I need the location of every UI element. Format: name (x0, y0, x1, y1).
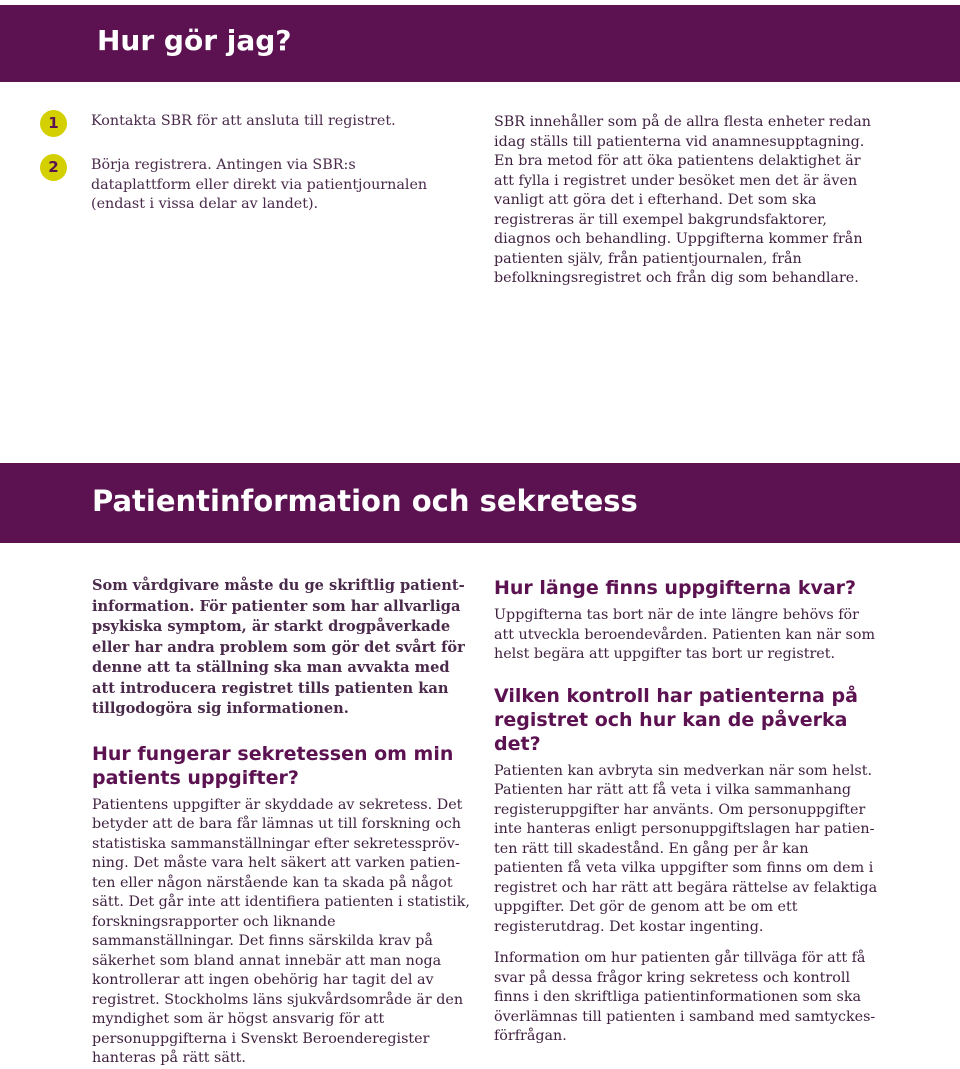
intro-text-column (494, 113, 874, 289)
section-title: Patientinformation och sekretess (92, 484, 638, 518)
lead-paragraph: Som vårdgivare måste du ge skriftlig patient-information. För patienter som har allvarliga psykiska symptom, är starkt drogpåverkade eller har andra problem som gör det svårt för denne att ta ställning ska man avvakta med att introducera registret tills patienten kan tillgodogöra sig informationen. (92, 577, 465, 717)
retention-heading: Hur länge finns uppgifterna kvar? (494, 577, 857, 599)
confidentiality-paragraph: Patientens uppgifter är skyddade av sekretess. Det betyder att de bara får lämnas ut till forskning och statistiska sammanställningar efter sekretesspröv-ning. Det måste vara helt säkert att varken patien-ten eller någon närstående kan ta skada på något sätt. Det går inte att identifiera patienten i statistik, forskningsrapporter och liknande sammanställningar. Det finns särskilda krav på säkerhet som bland annat innebär att man noga kontrollerar att ingen obehörig har tagit del av registret. Stockholms läns sjukvårdsområde är den myndighet som är högst ansvarig för att personuppgifterna i Svenskt Beroenderegister hanteras på rätt sätt. (92, 796, 470, 1066)
control-heading: Vilken kontroll har patienterna på registret och hur kan de påverka det? (494, 684, 858, 755)
retention-paragraph: Uppgifterna tas bort när de inte längre behövs för att utveckla beroendevården. Patienten kan när som helst begära att uppgifter tas bort ur registret. (494, 607, 876, 662)
right-column (494, 576, 879, 1047)
header-band (0, 5, 960, 82)
step-number-badge: 2 (40, 154, 67, 181)
section-band (0, 463, 960, 543)
information-paragraph: Information om hur patienten går tillväga för att få svar på dessa frågor kring sekretess och kontroll finns i den skriftliga patientinformationen som ska överlämnas till patienten i samband med samtyckes-förfrågan. (494, 950, 876, 1044)
page-title: Hur gör jag? (97, 24, 292, 57)
step-text: Kontakta SBR för att ansluta till registret. (91, 113, 396, 129)
left-column (92, 576, 477, 1069)
step-number-badge: 1 (40, 110, 67, 137)
confidentiality-heading: Hur fungerar sekretessen om min patients uppgifter? (92, 742, 454, 789)
intro-paragraph: SBR innehåller som på de allra flesta enheter redan idag ställs till patienterna vid anamnesupptagning. En bra metod för att öka patientens delaktighet är att fylla i registret under besöket men det är även vanligt att göra det i efterhand. Det som ska registreras är till exempel bakgrundsfaktorer, diagnos och behandling. Uppgifterna kommer från patienten själv, från patientjournalen, från befolkningsregistret och från dig som behandlare. (494, 114, 872, 286)
control-paragraph: Patienten kan avbryta sin medverkan när som helst. Patienten har rätt att få veta i vilka sammanhang registeruppgifter har använts. Om personuppgifter inte hanteras enligt personuppgiftslagen har patien-ten rätt till skadestånd. En gång per år kan patienten få veta vilka uppgifter som finns om dem i registret och har rätt att begära rättelse av felaktiga uppgifter. Det gör de genom att be om ett registerutdrag. Det kostar ingenting. (494, 762, 878, 935)
step-text: Börja registrera. Antingen via SBR:s dataplattform eller direkt via patientjournalen (endast i vissa delar av landet). (91, 157, 428, 212)
